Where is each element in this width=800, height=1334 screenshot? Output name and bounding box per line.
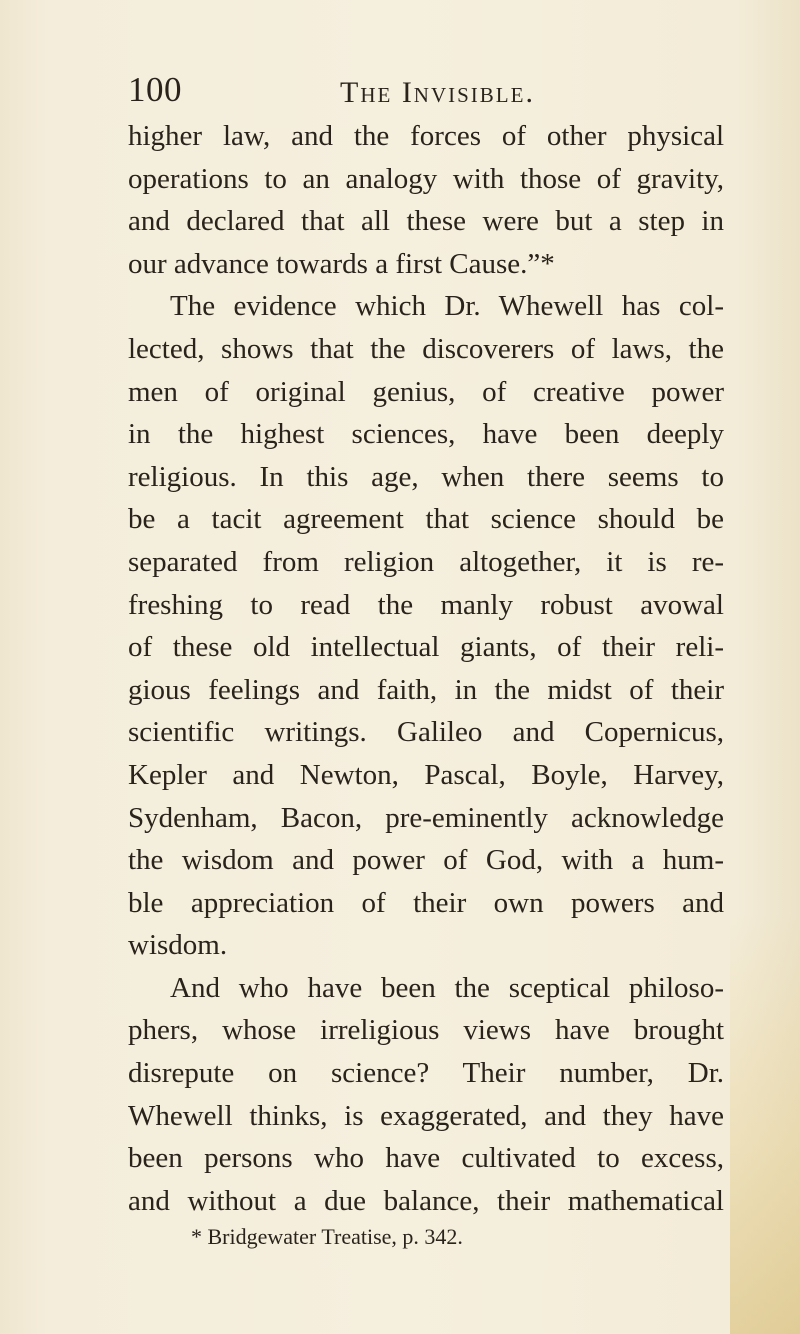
- page-number: 100: [128, 70, 182, 109]
- text-line: operations to an analogy with those of gravity,: [128, 162, 724, 195]
- text-line: be a tacit agreement that science should be: [128, 503, 724, 536]
- text-line: Sydenham, Bacon, pre-eminently acknowledge: [128, 801, 724, 834]
- text-line: and without a due balance, their mathematical: [128, 1184, 724, 1217]
- text-line: gious feelings and faith, in the midst of their: [128, 673, 724, 706]
- text-line: the wisdom and power of God, with a hum-: [128, 844, 724, 877]
- text-line: wisdom.: [128, 929, 228, 962]
- paper-stain: [730, 914, 800, 1334]
- text-line: Kepler and Newton, Pascal, Boyle, Harvey,: [128, 758, 724, 791]
- text-line: lected, shows that the discoverers of laws, the: [128, 332, 724, 365]
- text-line: ble appreciation of their own powers and: [128, 886, 724, 919]
- page-header: [128, 70, 728, 120]
- text-line: freshing to read the manly robust avowal: [128, 588, 724, 621]
- text-line: The evidence which Dr. Whewell has col-: [170, 290, 724, 323]
- text-line: and declared that all these were but a step in: [128, 205, 724, 238]
- text-line: scientific writings. Galileo and Copernicus,: [128, 716, 724, 749]
- text-line: disrepute on science? Their number, Dr.: [128, 1057, 724, 1090]
- text-line: separated from religion altogether, it is re-: [128, 545, 724, 578]
- text-line: men of original genius, of creative power: [128, 375, 724, 408]
- text-line: religious. In this age, when there seems to: [128, 460, 724, 493]
- running-title: The Invisible.: [340, 76, 535, 109]
- text-line: Whewell thinks, is exaggerated, and they have: [128, 1099, 724, 1132]
- text-line: of these old intellectual giants, of their reli-: [128, 631, 724, 664]
- text-line: our advance towards a first Cause.”*: [128, 247, 555, 280]
- text-line: been persons who have cultivated to excess,: [128, 1142, 724, 1175]
- text-line: higher law, and the forces of other physical: [128, 120, 724, 152]
- text-line: And who have been the sceptical philoso-: [170, 971, 724, 1004]
- body-text: [128, 115, 724, 1222]
- footnote: * Bridgewater Treatise, p. 342.: [191, 1224, 463, 1249]
- text-line: in the highest sciences, have been deeply: [128, 418, 724, 451]
- text-line: phers, whose irreligious views have brought: [128, 1014, 724, 1047]
